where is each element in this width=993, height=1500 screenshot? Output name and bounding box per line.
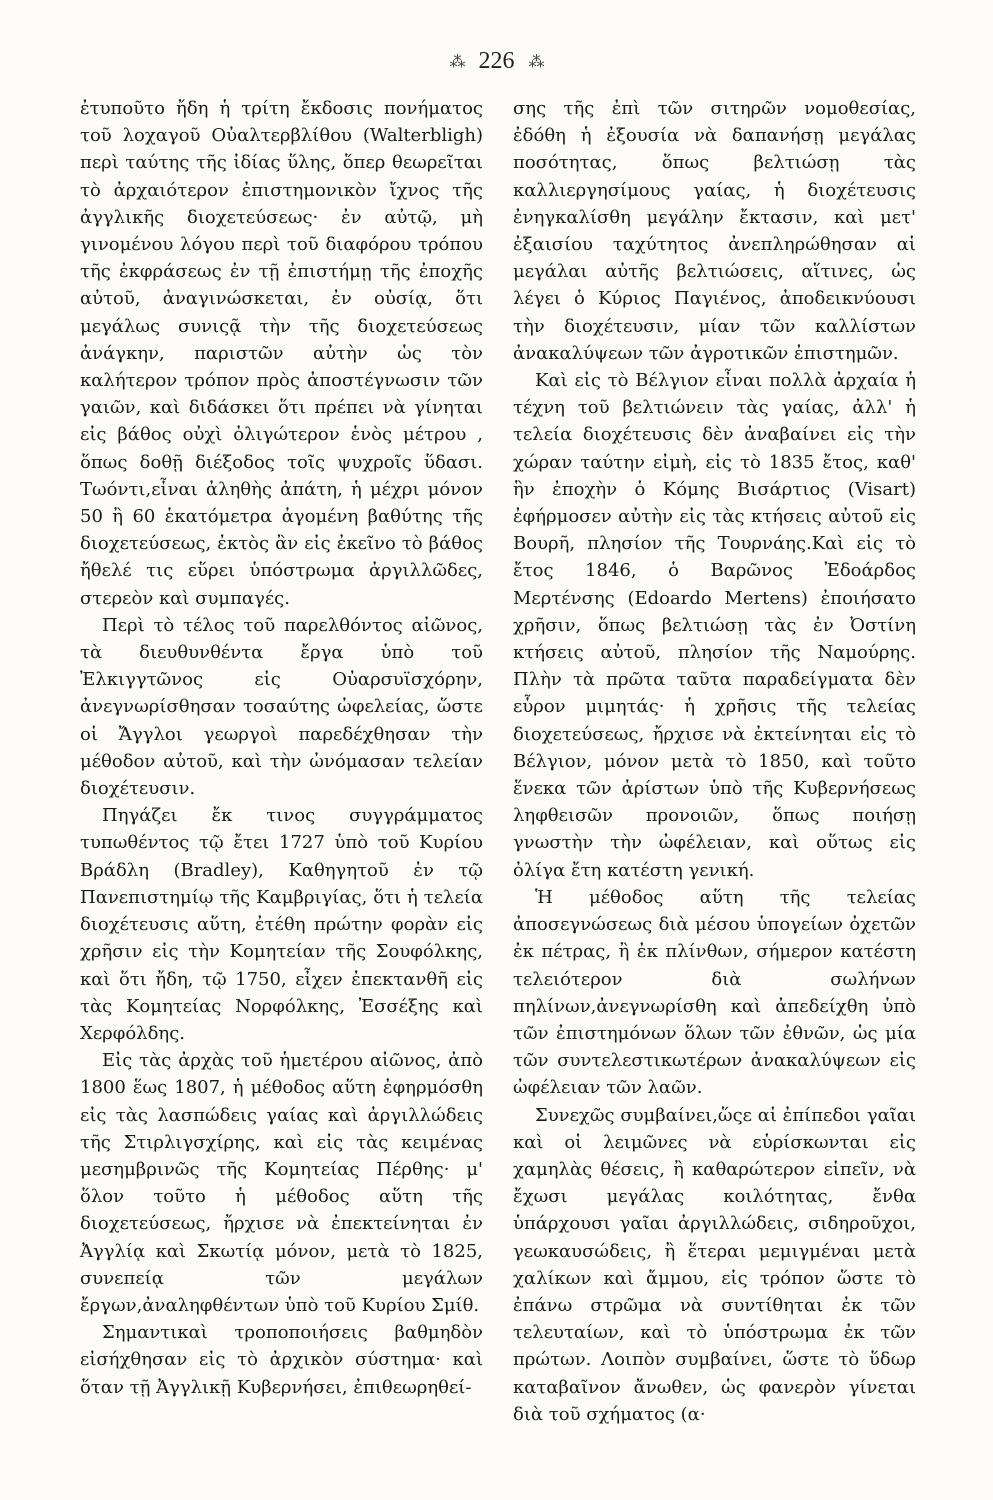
paragraph: Εἰς τὰς ἀρχὰς τοῦ ἡμετέρου αἰῶνος, ἀπὸ 1800 ἕως 1807, ἡ μέθοδος αὕτη ἐφηρμόσθη εἰς τὰς λασπώδεις γαίας καὶ ἀργιλλώδεις τῆς Στιρλιγσχίρης, καὶ εἰς τὰς κειμένας μεσημβρινῶς τῆς Κομητείας Πέρθης· μ' ὅλον τοῦτο ἡ μέθοδος αὕτη τῆς διοχετεύσεως, ἤρχισε νὰ ἐπεκτείνηται ἐν Ἀγγλίᾳ καὶ Σκωτίᾳ μόνον, μετὰ τὸ 1825, συνεπείᾳ τῶν μεγάλων ἔργων,ἀναληφθέντων ὑπὸ τοῦ Κυρίου Σμίθ. — [80, 1050, 483, 1316]
paragraph: Συνεχῶς συμβαίνει,ὥςε αἱ ἐπίπεδοι γαῖαι καὶ οἱ λειμῶνες νὰ εὑρίσκωνται εἰς χαμηλὰς θέσεις, ἢ καθαρώτερον εἰπεῖν, νὰ ἔχωσι μεγάλας κοιλότητας, ἔνθα ὑπάρχουσι γαῖαι ἀργιλλώδεις, σιδηροῦχοι, γεωκαυσώδεις, ἢ ἕτεραι μεμιγμέναι μετὰ χαλίκων καὶ ἄμμου, εἰς τρόπον ὥστε τὸ ἐπάνω στρῶμα νὰ συντίθηται ἐκ τῶν τελευταίων, καὶ τὸ ὑπόστρωμα ἐκ τῶν πρώτων. Λοιπὸν συμβαίνει, ὥστε τὸ ὕδωρ καταβαῖνον ἄνωθεν, ὡς φανερὸν γίνεται διὰ τοῦ σχήματος (α· — [513, 1104, 916, 1425]
paragraph: σης τῆς ἐπὶ τῶν σιτηρῶν νομοθεσίας, ἐδόθη ἡ ἐξουσία νὰ δαπανήσῃ μεγάλας ποσότητας, ὅπως βελτιώσῃ τὰς καλλιεργησίμους γαίας, ἡ διοχέτευσις ἐνηγκαλίσθη μεγάλην ἔκτασιν, καὶ μετ' ἐξαισίου ταχύτητος ἀνεπληρώθησαν αἱ μεγάλαι αὐτῆς βελτιώσεις, αἵτινες, ὡς λέγει ὁ Κύριος Παγιένος, ἀποδεικνύουσι τὴν διοχέτευσιν, μίαν τῶν καλλίστων ἀνακαλύψεων τῶν ἀγροτικῶν ἐπιστημῶν. — [513, 98, 916, 364]
paragraph: Σημαντικαὶ τροποποιήσεις βαθμηδὸν εἰσήχθησαν εἰς τὸ ἀρχικὸν σύστημα· καὶ ὅταν τῇ Ἀγγλικῇ Κυβερνήσει, ἐπιθεωρηθεί- — [80, 1322, 483, 1398]
page-number: 226 — [478, 48, 515, 74]
paragraph: Ἡ μέθοδος αὕτη τῆς τελείας ἀποσεγνώσεως διὰ μέσου ὑπογείων ὀχετῶν ἐκ πέτρας, ἢ ἐκ πλίνθων, σήμερον κατέστη τελειότερον διὰ σωλήνων πηλίνων,ἀνεγνωρίσθη καὶ ἀπεδείχθη ὑπὸ τῶν ἐπιστημόνων ὅλων τῶν ἐθνῶν, ὡς μία τῶν συντελεστικωτέρων ἀνακαλύψεων εἰς ὠφέλειαν τῶν λαῶν. — [513, 886, 916, 1099]
paragraph: Καὶ εἰς τὸ Βέλγιον εἶναι πολλὰ ἀρχαία ἡ τέχνη τοῦ βελτιώνειν τὰς γαίας, ἀλλ' ἡ τελεία διοχέτευσις δὲν ἀναβαίνει εἰς τὴν χώραν ταύτην εἰμὴ, εἰς τὸ 1835 ἔτος, καθ' ἣν ἐποχὴν ὁ Κόμης Βισάρτιος (Visart) ἐφήρμοσεν αὐτὴν εἰς τὰς κτήσεις αὐτοῦ εἰς Βουρῆ, πλησίον τῆς Τουρνάης.Καὶ εἰς τὸ ἔτος 1846, ὁ Βαρῶνος Ἐδοάρδος Μερτένσης (Edoardo Mertens) ἐποιήσατο χρῆσιν, ὅπως βελτιώσῃ τὰς ἐν Ὀστίνη κτήσεις αὐτοῦ, πλησίον τῆς Ναμούρης. Πλὴν τὰ πρῶτα ταῦτα παραδείγματα δὲν εὗρον μιμητάς· ἡ χρῆσις τῆς τελείας διοχετεύσεως, ἤρχισε νὰ ἐκτείνηται εἰς τὸ Βέλγιον, μόνον μετὰ τὸ 1850, καὶ τοῦτο ἕνεκα τῶν ἀρίστων ὑπὸ τῆς Κυβερνήσεως ληφθεισῶν προνοιῶν, ὅπως ποιήσῃ γνωστὴν τὴν ὠφέλειαν, καὶ οὕτως εἰς ὀλίγα ἔτη κατέστη γενική. — [513, 370, 916, 881]
right-column — [513, 95, 916, 1428]
page-header — [0, 48, 993, 75]
paragraph: Περὶ τὸ τέλος τοῦ παρελθόντος αἰῶνος, τὰ διευθυνθέντα ἔργα ὑπὸ τοῦ Ἐλκιγγτῶνος εἰς Οὐαρσυϊσχόρην, ἀνεγνωρίσθησαν τοσαύτης ὠφελείας, ὥστε οἱ Ἄγγλοι γεωργοὶ παρεδέχθησαν τὴν μέθοδον αὐτοῦ, καὶ τὴν ὠνόμασαν τελείαν διοχέτευσιν. — [80, 614, 483, 800]
ornament-left-icon: ⁂ — [449, 52, 465, 71]
left-column — [80, 95, 483, 1401]
ornament-right-icon: ⁂ — [528, 52, 544, 71]
paragraph: Πηγάζει ἔκ τινος συγγράμματος τυπωθέντος τῷ ἔτει 1727 ὑπὸ τοῦ Κυρίου Βράδλη (Bradley), Καθηγητοῦ ἐν τῷ Πανεπιστημίῳ τῆς Καμβριγίας, ὅτι ἡ τελεία διοχέτευσις αὕτη, ἐτέθη πρώτην φορὰν εἰς χρῆσιν εἰς τὴν Κομητείαν τῆς Σουφόλκης, καὶ ὅτι ἤδη, τῷ 1750, εἶχεν ἐπεκτανθῆ εἰς τὰς Κομητείας Νορφόλκης, Ἐσσέξης καὶ Χερφόλδης. — [80, 805, 483, 1044]
paragraph: ἐτυποῦτο ἤδη ἡ τρίτη ἔκδοσις πονήματος τοῦ λοχαγοῦ Οὐαλτερβλίθου (Walterbligh) περὶ ταύτης τῆς ἰδίας ὕλης, ὅπερ θεωρεῖται τὸ ἀρχαιότερον ἐπιστημονικὸν ἴχνος τῆς ἀγγλικῆς διοχετεύσεως· ἐν αὐτῷ, μὴ γινομένου λόγου περὶ τοῦ διαφόρου τρόπου τῆς ἐκφράσεως ἐν τῇ ἐπιστήμῃ τῆς ἐποχῆς αὐτοῦ, ἀναγινώσκεται, ἐν οὐσίᾳ, ὅτι μεγάλως συνιςᾷ τὴν τῆς διοχετεύσεως ἀνάγκην, παριστῶν αὐτὴν ὡς τὸν καλήτερον τρόπον πρὸς ἀποστέγνωσιν τῶν γαιῶν, καὶ διδάσκει ὅτι πρέπει νὰ γίνηται εἰς βάθος οὐχὶ ὀλιγώτερον ἑνὸς μέτρου , ὅπως δοθῇ διέξοδος τοῖς ψυχροῖς ὕδασι. Τωόντι,εἶναι ἀληθὴς ἀπάτη, ἡ μέχρι μόνον 50 ἢ 60 ἑκατόμετρα ἀγομένη βαθύτης τῆς διοχετεύσεως, ἐκτὸς ἂν εἰς ἐκεῖνο τὸ βάθος ἤθελέ τις εὕρει ὑπόστρωμα ἀργιλλῶδες, στερεὸν καὶ συμπαγές. — [80, 98, 483, 609]
